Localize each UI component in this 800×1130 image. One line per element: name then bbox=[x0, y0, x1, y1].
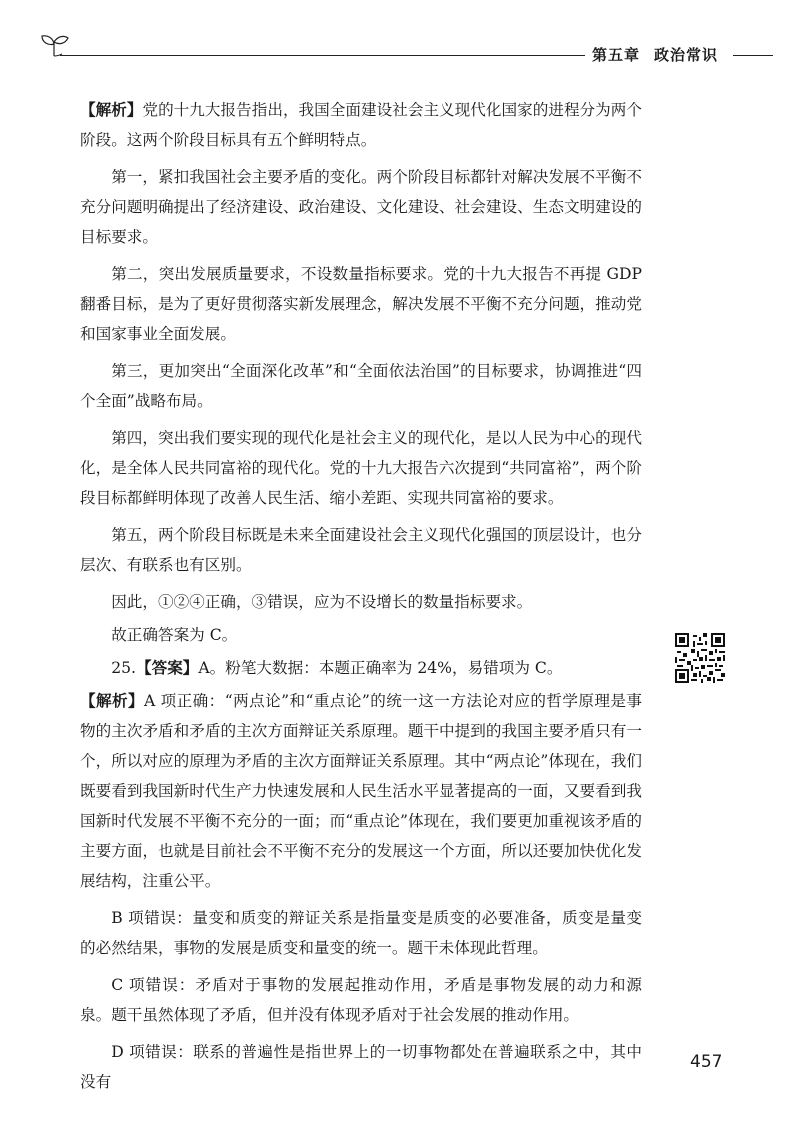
paragraph-text: 第一，紧扣我国社会主要矛盾的变化。两个阶段目标都针对解决发展不平衡不充分问题明确提出了经济建设、政治建设、文化建设、社会建设、生态文明建设的目标要求。 bbox=[80, 168, 642, 246]
paragraph-text: 第三，更加突出“全面深化改革”和“全面依法治国”的目标要求，协调推进“四个全面”战略布局。 bbox=[80, 362, 642, 410]
paragraph-text: 党的十九大报告指出，我国全面建设社会主义现代化国家的进程分为两个阶段。这两个阶段目标具有五个鲜明特点。 bbox=[80, 101, 642, 149]
question-number: 25. bbox=[111, 659, 136, 677]
paragraph-text: 第二，突出发展质量要求，不设数量指标要求。党的十九大报告不再提 GDP 翻番目标，是为了更好贯彻落实新发展理念，解决发展不平衡不充分问题，推动党和国家事业全面发展。 bbox=[80, 265, 642, 343]
paragraph-text: B 项错误：量变和质变的辩证关系是指量变是质变的必要准备，质变是量变的必然结果，事物的发展是质变和量变的统一。题干未体现此哲理。 bbox=[80, 909, 642, 957]
point-three-paragraph bbox=[80, 356, 642, 416]
page-header bbox=[0, 0, 800, 70]
paragraph-text: 第四，突出我们要实现的现代化是社会主义的现代化，是以人民为中心的现代化，是全体人民共同富裕的现代化。党的十九大报告六次提到“共同富裕”，两个阶段目标都鲜明体现了改善人民生活、缩小差距、实现共同富裕的要求。 bbox=[80, 429, 642, 507]
analysis-paragraph bbox=[80, 95, 642, 155]
chapter-title: 政治常识 bbox=[654, 46, 719, 64]
paragraph-text: C 项错误：矛盾对于事物的发展起推动作用，矛盾是事物发展的动力和源泉。题干虽然体现了矛盾，但并没有体现矛盾对于社会发展的推动作用。 bbox=[80, 976, 642, 1024]
paragraph-text: 故正确答案为 C。 bbox=[111, 626, 238, 644]
option-b-paragraph bbox=[80, 903, 642, 963]
option-d-paragraph bbox=[80, 1037, 642, 1097]
header-rule-right bbox=[733, 55, 773, 56]
page-body bbox=[80, 95, 642, 1104]
point-five-paragraph bbox=[80, 520, 642, 580]
paragraph-text: 第五，两个阶段目标既是未来全面建设社会主义现代化强国的顶层设计，也分层次、有联系也有区别。 bbox=[80, 526, 642, 574]
qr-code-icon[interactable] bbox=[675, 633, 725, 683]
paragraph-text: A 项正确：“两点论”和“重点论”的统一这一方法论对应的哲学原理是事物的主次矛盾和矛盾的主次方面辩证关系原理。题干中提到的我国主要矛盾只有一个，所以对应的原理为矛盾的主次方面辩证关系原理。其中“两点论”体现在，我们既要看到我国新时代生产力快速发展和人民生活水平显著提高的一面，又要看到我国新时代发展不平衡不充分的一面；而“重点论”体现在，我们要更加重视该矛盾的主要方面，也就是目前社会不平衡不充分的发展这一个方面，所以还要加快优化发展结构，注重公平。 bbox=[80, 692, 642, 890]
page-number: 457 bbox=[690, 1052, 723, 1072]
paragraph-text: A。粉笔大数据：本题正确率为 24%，易错项为 C。 bbox=[198, 659, 563, 677]
paragraph-text: D 项错误：联系的普遍性是指世界上的一切事物都处在普遍联系之中，其中没有 bbox=[80, 1043, 642, 1091]
question-25-answer bbox=[80, 653, 642, 683]
option-c-paragraph bbox=[80, 970, 642, 1030]
chapter-heading bbox=[592, 44, 718, 65]
analysis-paragraph bbox=[80, 686, 642, 896]
point-four-paragraph bbox=[80, 423, 642, 513]
point-two-paragraph bbox=[80, 259, 642, 349]
conclusion-paragraph bbox=[80, 587, 642, 617]
header-rule-left bbox=[60, 55, 585, 56]
point-one-paragraph bbox=[80, 162, 642, 252]
answer-paragraph bbox=[80, 620, 642, 650]
chapter-number: 第五章 bbox=[592, 46, 641, 64]
paragraph-text: 因此，①②④正确，③错误，应为不设增长的数量指标要求。 bbox=[111, 593, 533, 611]
analysis-label: 【解析】 bbox=[80, 101, 143, 119]
analysis-label: 【解析】 bbox=[80, 692, 145, 710]
answer-label: 【答案】 bbox=[136, 659, 199, 677]
